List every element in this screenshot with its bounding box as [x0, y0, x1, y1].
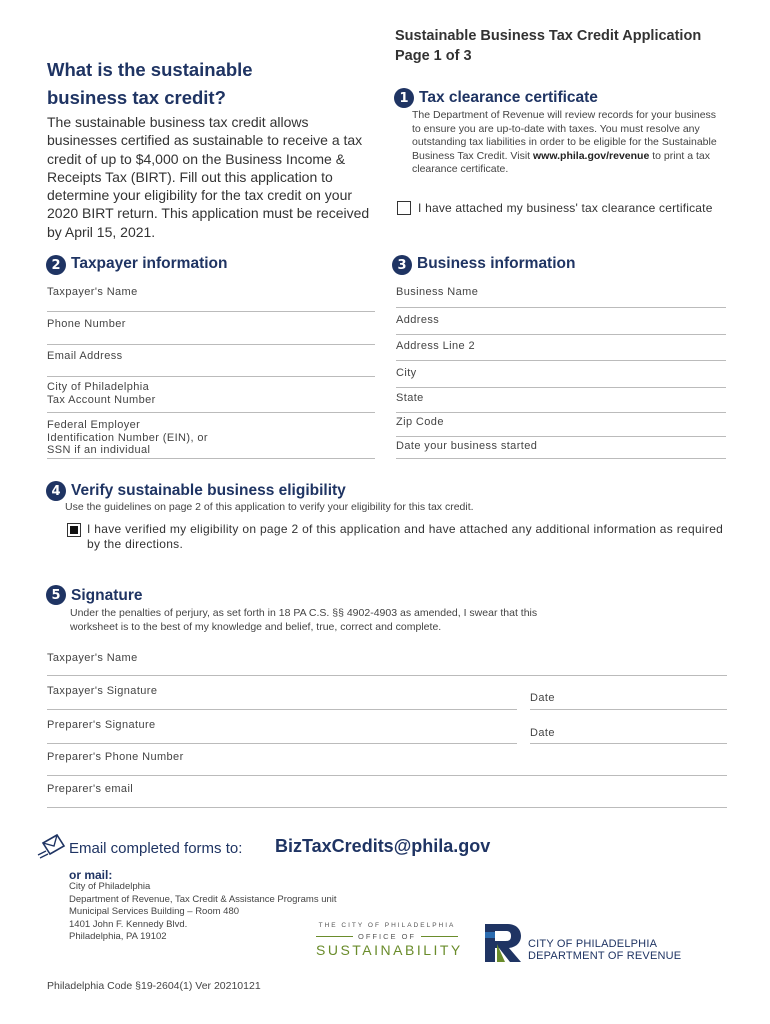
- eligibility-checkbox[interactable]: [67, 523, 81, 537]
- section5-title: Signature: [71, 587, 143, 604]
- revenue-link[interactable]: www.phila.gov/revenue: [533, 149, 650, 162]
- tax-clearance-checkbox-label: I have attached my business' tax clearance certificate: [418, 201, 713, 215]
- step-5-badge: 5: [46, 585, 66, 605]
- preparer-signature-field[interactable]: [47, 719, 517, 744]
- revenue-department-name: [528, 938, 681, 962]
- state-label: State: [396, 392, 424, 404]
- signature-taxpayer-name-label: Taxpayer's Name: [47, 652, 138, 664]
- preparer-phone-field[interactable]: [47, 751, 727, 776]
- section3-title: Business information: [417, 255, 576, 272]
- mailing-address: [69, 881, 337, 944]
- preparer-email-label: Preparer's email: [47, 783, 134, 795]
- section4-title: Verify sustainable business eligibility: [71, 482, 346, 499]
- section1-text: The Department of Revenue will review records for your business to ensure you are up-to-date with taxes. You must resolve any outstanding tax liabilities in order to be eligible for the Sustainable Business Tax Credit. Visit: [412, 109, 717, 162]
- phone-number-label: Phone Number: [47, 318, 126, 330]
- envelope-icon: [37, 831, 67, 859]
- revenue-logo-line2: DEPARTMENT OF REVENUE: [528, 950, 682, 962]
- logo-sustainability-word: SUSTAINABILITY: [316, 942, 463, 958]
- email-label: Email completed forms to:: [69, 840, 243, 857]
- tax-account-number-field[interactable]: [47, 381, 375, 413]
- taxpayer-name-field[interactable]: [47, 286, 375, 312]
- section2-title: Taxpayer information: [71, 255, 228, 272]
- address-field[interactable]: [396, 314, 726, 335]
- tax-clearance-checkbox[interactable]: [397, 201, 411, 215]
- step-2-badge: 2: [46, 255, 66, 275]
- section1-title: Tax clearance certificate: [419, 89, 598, 106]
- step-3-badge: 3: [392, 255, 412, 275]
- perjury-statement: Under the penalties of perjury, as set forth in 18 PA C.S. §§ 4902-4903 as amended, I swear that this worksheet is to the best of my knowledge and belief, true, correct and complete.: [70, 607, 538, 633]
- signature-taxpayer-name-field[interactable]: [47, 652, 727, 676]
- address-line: Philadelphia, PA 19102: [69, 931, 167, 943]
- intro-heading-line2: business tax credit?: [47, 87, 226, 108]
- city-label: City: [396, 367, 417, 379]
- zip-code-field[interactable]: [396, 416, 726, 437]
- preparer-phone-label: Preparer's Phone Number: [47, 751, 184, 763]
- business-name-label: Business Name: [396, 286, 479, 298]
- email-address-label: Email Address: [47, 350, 123, 362]
- date-business-started-label: Date your business started: [396, 440, 538, 452]
- zip-code-label: Zip Code: [396, 416, 444, 428]
- ein-ssn-label: Federal Employer Identification Number (EIN), or SSN if an individual: [47, 419, 208, 456]
- step-1-badge: 1: [394, 88, 414, 108]
- intro-heading: [47, 56, 253, 112]
- revenue-logo-line1: CITY OF PHILADELPHIA: [528, 938, 658, 950]
- email-address-field[interactable]: [47, 350, 375, 377]
- form-header: [395, 26, 701, 66]
- preparer-signature-date-field[interactable]: [530, 727, 727, 744]
- date1-label: Date: [530, 692, 555, 704]
- tax-account-number-label: City of Philadelphia Tax Account Number: [47, 381, 156, 406]
- address-line: Municipal Services Building – Room 480: [69, 906, 240, 918]
- address-line: Department of Revenue, Tax Credit & Assistance Programs unit: [69, 893, 337, 905]
- taxpayer-signature-field[interactable]: [47, 685, 517, 710]
- logo-office-line: OFFICE OF: [358, 932, 416, 941]
- form-title: Sustainable Business Tax Credit Application: [395, 28, 702, 44]
- address-line: 1401 John F. Kennedy Blvd.: [69, 918, 188, 930]
- preparer-signature-label: Preparer's Signature: [47, 719, 156, 731]
- phone-number-field[interactable]: [47, 318, 375, 345]
- section1-description: [412, 109, 717, 177]
- step-4-badge: 4: [46, 481, 66, 501]
- page-number: Page 1 of 3: [395, 48, 472, 64]
- footer-code: Philadelphia Code §19-2604(1) Ver 20210121: [47, 980, 261, 992]
- city-field[interactable]: [396, 367, 726, 388]
- logo-city-line: THE CITY OF PHILADELPHIA: [318, 922, 456, 929]
- state-field[interactable]: [396, 392, 726, 413]
- revenue-r-logo: [483, 922, 523, 964]
- business-name-field[interactable]: [396, 286, 726, 308]
- section1-text-end: to print a tax clearance certificate.: [412, 149, 711, 175]
- address-line-2-field[interactable]: [396, 340, 726, 361]
- taxpayer-signature-date-field[interactable]: [530, 692, 727, 710]
- email-address-link[interactable]: BizTaxCredits@phila.gov: [275, 836, 491, 856]
- address-line: City of Philadelphia: [69, 881, 151, 892]
- taxpayer-signature-label: Taxpayer's Signature: [47, 685, 158, 697]
- date-business-started-field[interactable]: [396, 440, 726, 459]
- section4-instruction: Use the guidelines on page 2 of this application to verify your eligibility for this tax credit.: [65, 501, 474, 513]
- ein-ssn-field[interactable]: [47, 419, 375, 459]
- address-label: Address: [396, 314, 440, 326]
- intro-heading-line1: What is the sustainable: [47, 59, 253, 80]
- eligibility-checkbox-label: I have verified my eligibility on page 2 of this application and have attached any additional information as required by the directions.: [87, 522, 724, 551]
- address-line-2-label: Address Line 2: [396, 340, 475, 352]
- date2-label: Date: [530, 727, 555, 739]
- taxpayer-name-label: Taxpayer's Name: [47, 286, 138, 298]
- intro-paragraph: The sustainable business tax credit allows businesses certified as sustainable to receive a tax credit of up to $4,000 on the Business Income & Receipts Tax (BIRT). Fill out this application to determine your eligibility for the tax credit on your 2020 BIRT return. This application must be received by April 15, 2021.: [47, 114, 370, 240]
- preparer-email-field[interactable]: [47, 783, 727, 808]
- mail-label: or mail:: [69, 868, 113, 882]
- office-of-sustainability-logo: [316, 922, 463, 958]
